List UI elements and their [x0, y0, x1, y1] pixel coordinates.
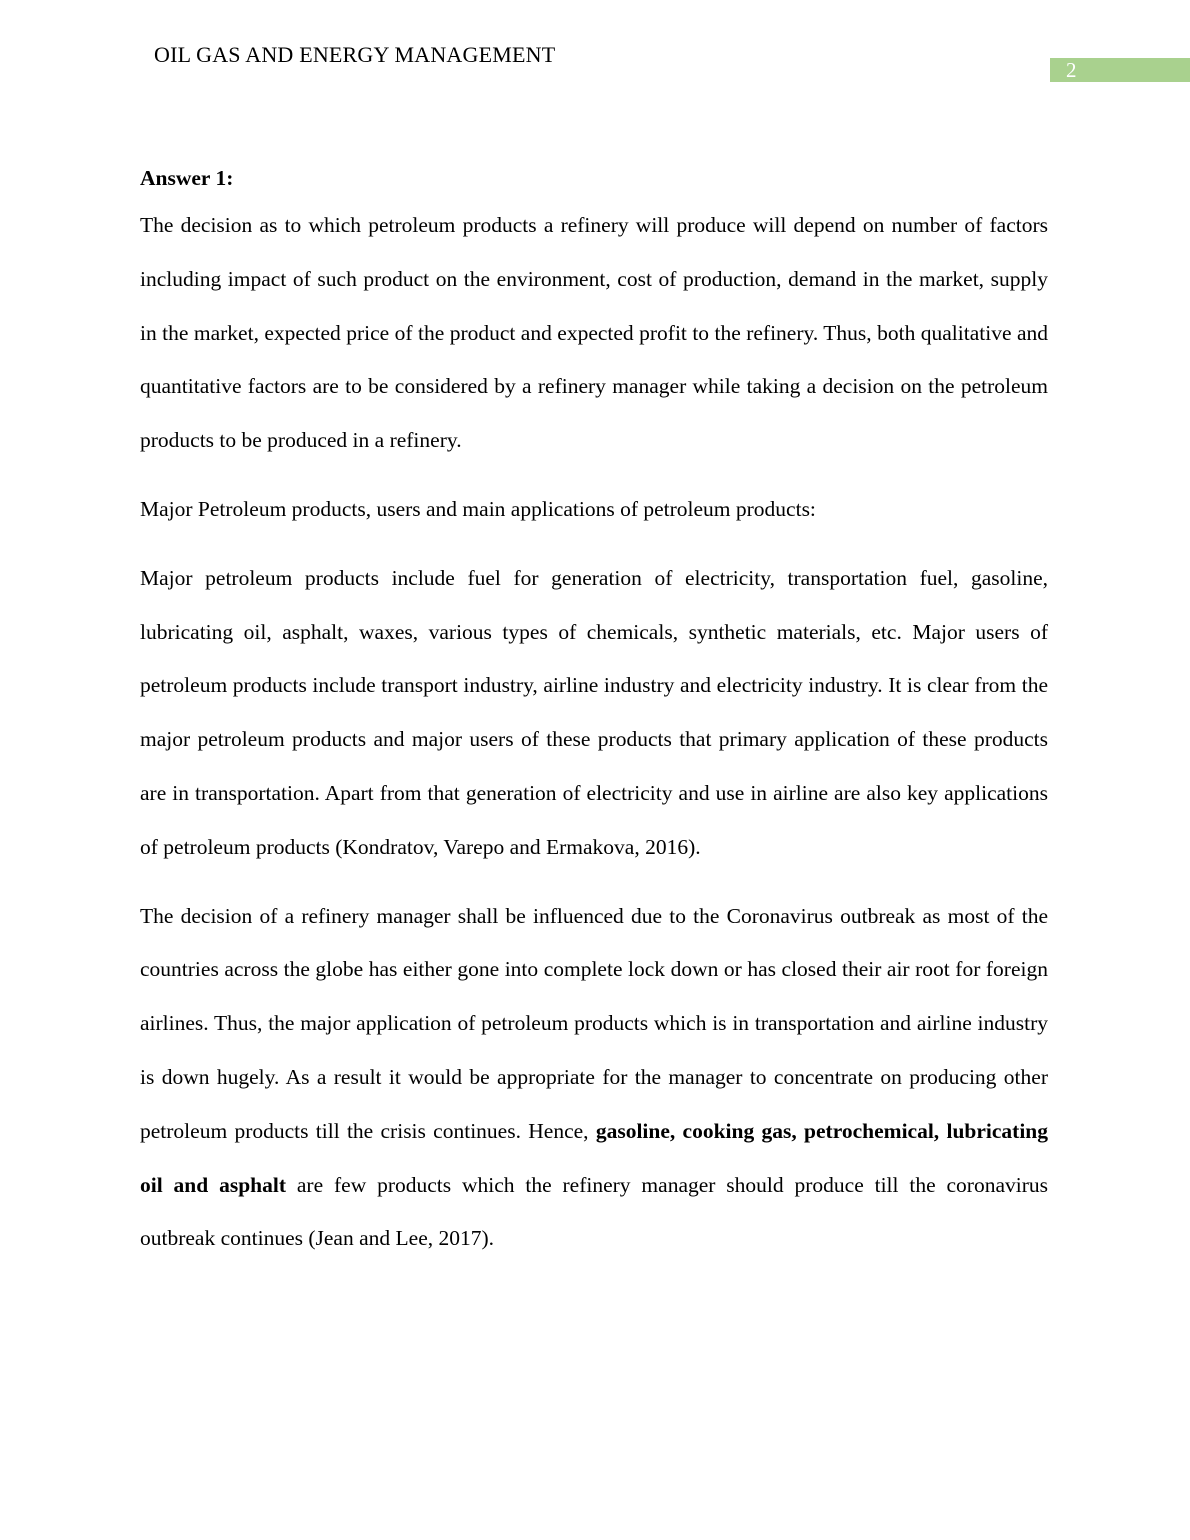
recommended-products-bold: gasoline, cooking gas, petrochemical, lubricating oil and asphalt	[140, 1118, 1049, 1197]
answer-heading: Answer 1:	[140, 166, 234, 190]
paragraph-coronavirus-intro: The decision of a refinery manager shall be influenced due to the Coronavirus outbreak as most of the countries across the globe has either gone into complete lock down or has closed their air root for foreign airlines. Thus, the major application of petroleum products which is in transportation and airline industry is down hugely. As a result it would be appropriate for the manager to concentrate on producing other petroleum products till the crisis continues. Hence,	[140, 903, 1048, 1143]
paragraph-coronavirus-impact	[140, 890, 1048, 1267]
paragraph-coronavirus-end: are few products which the refinery manager should produce till the coronavirus outbreak continues (Jean and Lee, 2017).	[140, 1172, 1048, 1251]
page-number-badge: 2	[1050, 58, 1190, 82]
paragraph-decision-factors: The decision as to which petroleum products a refinery will produce will depend on number of factors including impact of such product on the environment, cost of production, demand in the market, supply in the market, expected price of the product and expected profit to the refinery. Thus, both qualitative and quantitative factors are to be considered by a refinery manager while taking a decision on the petroleum products to be produced in a refinery.	[140, 213, 1048, 453]
document-body	[140, 162, 1048, 1266]
running-header-title: OIL GAS AND ENERGY MANAGEMENT	[154, 42, 556, 67]
paragraph-products-subheading: Major Petroleum products, users and main applications of petroleum products:	[140, 496, 816, 521]
paragraph-major-products: Major petroleum products include fuel for generation of electricity, transportation fuel, gasoline, lubricating oil, asphalt, waxes, various types of chemicals, synthetic materials, etc. Major users of petroleum products include transport industry, airline industry and electricity industry. It is clear from the major petroleum products and major users of these products that primary application of these products are in transportation. Apart from that generation of electricity and use in airline are also key applications of petroleum products (Kondratov, Varepo and Ermakova, 2016).	[140, 565, 1048, 859]
